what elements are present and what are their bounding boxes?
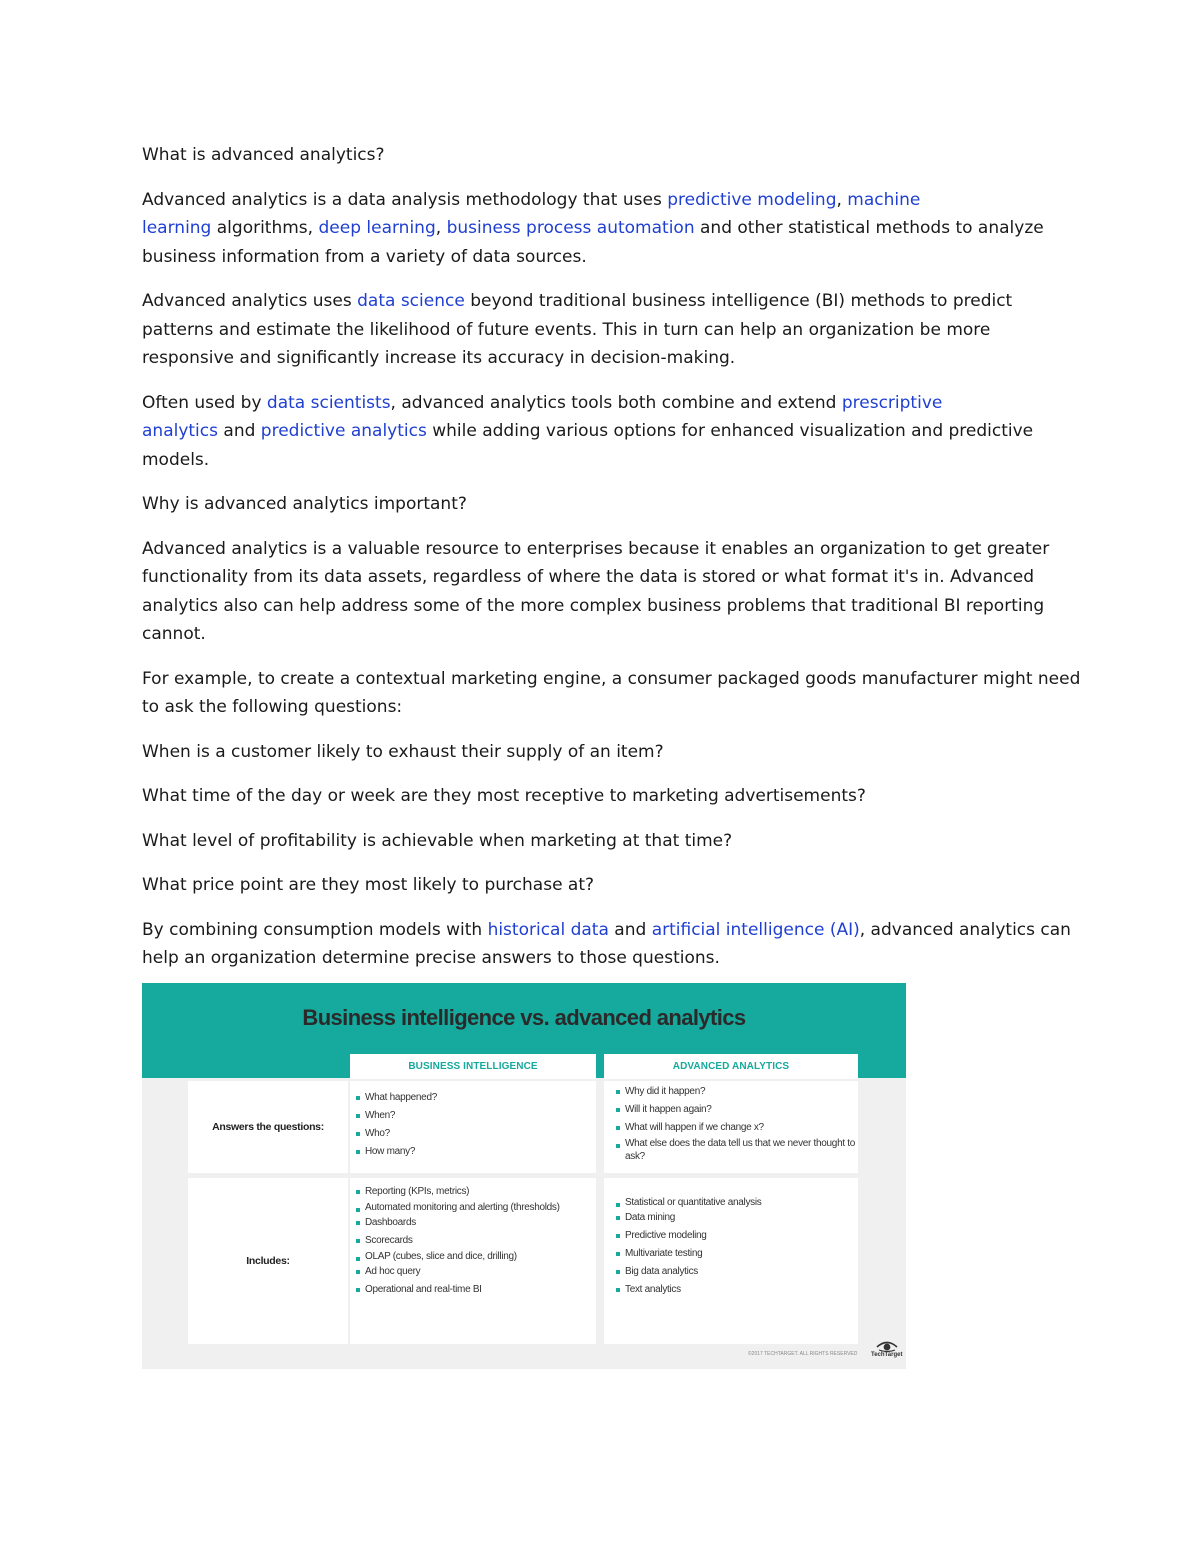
bullet-icon <box>356 1208 360 1212</box>
aa-questions-list <box>616 1083 858 1163</box>
list-item-text: Scorecards <box>365 1235 413 1246</box>
bullet-icon <box>356 1114 360 1118</box>
link-data-science[interactable]: data science <box>357 291 465 311</box>
list-item-text: Will it happen again? <box>625 1104 712 1115</box>
bullet-icon <box>616 1252 620 1256</box>
row-label-includes: Includes: <box>188 1178 348 1344</box>
question-4: What price point are they most likely to purchase at? <box>142 875 595 895</box>
paragraph-valuable-resource: Advanced analytics is a valuable resource to enterprises because it enables an organization to get greater functionality from its data assets, regardless of where the data is stored or what format it's in. Advanced analytics also can help address some of the more complex business problems that traditional BI reporting cannot. <box>142 538 1050 644</box>
document-body <box>142 141 1082 989</box>
list-item-text: When? <box>365 1110 396 1121</box>
cell-bi-questions <box>350 1081 596 1173</box>
list-item-text: What else does the data tell us that we never thought to ask? <box>625 1138 856 1162</box>
bullet-icon <box>356 1270 360 1274</box>
list-item <box>356 1250 596 1263</box>
bullet-icon <box>356 1150 360 1154</box>
text-span: Advanced analytics is a data analysis methodology that uses <box>142 189 668 210</box>
bullet-icon <box>616 1234 620 1238</box>
cell-bi-includes <box>350 1178 596 1344</box>
bi-vs-aa-infographic <box>142 983 906 1369</box>
list-item-text: Who? <box>365 1128 390 1139</box>
text-span: and <box>218 421 261 441</box>
list-item <box>356 1089 596 1107</box>
list-item <box>616 1281 858 1299</box>
list-item-text: Text analytics <box>625 1284 681 1295</box>
list-item-text: What happened? <box>365 1092 437 1103</box>
list-item <box>616 1245 858 1263</box>
text-span: algorithms, <box>211 218 319 238</box>
list-item-text: Ad hoc query <box>365 1266 421 1277</box>
bullet-icon <box>616 1090 620 1094</box>
text-span: beyond traditional business intelligence (BI) methods to predict patterns and estimate the likelihood of future events. This in turn can help an organization be more responsive and significantly increase its accuracy in decision-making. <box>142 291 1013 368</box>
list-item <box>356 1263 596 1281</box>
bullet-icon <box>616 1216 620 1220</box>
question-1: When is a customer likely to exhaust their supply of an item? <box>142 741 664 762</box>
bi-questions-list <box>356 1089 596 1161</box>
infographic-title: Business intelligence vs. advanced analytics <box>302 1005 746 1030</box>
list-item-text: What will happen if we change x? <box>625 1122 764 1133</box>
list-item <box>616 1083 858 1101</box>
list-item-text: Reporting (KPIs, metrics) <box>365 1186 470 1197</box>
text-span: By combining consumption models with <box>142 919 488 940</box>
list-item-text: OLAP (cubes, slice and dice, drilling) <box>365 1251 517 1262</box>
cell-aa-includes <box>604 1178 858 1344</box>
bi-includes-list <box>356 1183 596 1299</box>
text-span: , <box>836 189 848 210</box>
bullet-icon <box>356 1288 360 1292</box>
link-deep-learning[interactable]: deep learning <box>318 218 436 238</box>
question-2: What time of the day or week are they most receptive to marketing advertisements? <box>142 786 866 806</box>
bullet-icon <box>616 1288 620 1292</box>
list-item-text: Why did it happen? <box>625 1086 706 1097</box>
link-business-process-automation[interactable]: business process automation <box>446 218 695 238</box>
list-item-text: Operational and real-time BI <box>365 1284 482 1295</box>
list-item <box>616 1119 858 1137</box>
bullet-icon <box>616 1144 620 1148</box>
list-item <box>356 1232 596 1250</box>
link-prescriptive-analytics-cont[interactable]: analytics <box>142 421 218 441</box>
paragraph-example: For example, to create a contextual marketing engine, a consumer packaged goods manufacturer might need to ask the following questions: <box>142 668 1081 717</box>
question-3: What level of profitability is achievable when marketing at that time? <box>142 830 733 851</box>
text-span: , advanced analytics can help an organization determine precise answers to those questions. <box>142 919 1071 968</box>
text-span: Often used by <box>142 392 267 413</box>
link-historical-data[interactable]: historical data <box>487 919 609 940</box>
list-item <box>356 1125 596 1143</box>
paragraph-conclusion <box>142 916 1082 973</box>
heading-why-important: Why is advanced analytics important? <box>142 494 467 514</box>
bullet-icon <box>616 1108 620 1112</box>
bullet-icon <box>356 1096 360 1100</box>
bullet-icon <box>356 1190 360 1194</box>
text-span: , <box>435 218 447 238</box>
row-label-answers: Answers the questions: <box>188 1081 348 1173</box>
paragraph-definition <box>142 186 1082 272</box>
link-machine-learning[interactable]: machine <box>847 189 921 210</box>
list-item <box>616 1227 858 1245</box>
list-item <box>356 1107 596 1125</box>
cell-aa-questions <box>604 1081 858 1173</box>
techtarget-logo-text: TechTarget <box>871 1352 903 1358</box>
text-span: Advanced analytics uses <box>142 291 358 311</box>
list-item-text: Automated monitoring and alerting (thresholds) <box>365 1202 560 1213</box>
link-predictive-modeling[interactable]: predictive modeling <box>667 189 837 210</box>
list-item-text: Statistical or quantitative analysis <box>625 1197 762 1208</box>
list-item <box>356 1143 596 1161</box>
heading-what-is: What is advanced analytics? <box>142 145 385 165</box>
paragraph-data-science <box>142 287 1082 373</box>
list-item-text: Dashboards <box>365 1217 416 1228</box>
bullet-icon <box>356 1132 360 1136</box>
bullet-icon <box>616 1126 620 1130</box>
list-item <box>356 1281 596 1299</box>
list-item <box>616 1137 858 1163</box>
bullet-icon <box>356 1221 360 1225</box>
list-item <box>616 1209 858 1227</box>
paragraph-data-scientists <box>142 389 1082 475</box>
link-data-scientists[interactable]: data scientists <box>266 392 391 413</box>
list-item <box>616 1196 858 1209</box>
list-item <box>356 1214 596 1232</box>
text-span: and <box>608 919 652 940</box>
bullet-icon <box>356 1257 360 1261</box>
column-header-bi: BUSINESS INTELLIGENCE <box>350 1054 596 1079</box>
list-item-text: Big data analytics <box>625 1266 698 1277</box>
link-artificial-intelligence[interactable]: artificial intelligence (AI) <box>651 919 860 940</box>
list-item-text: Data mining <box>625 1212 676 1223</box>
text-span: and other statistical methods to analyze business information from a variety of data sources. <box>142 218 1044 267</box>
list-item-text: How many? <box>365 1146 416 1157</box>
link-predictive-analytics[interactable]: predictive analytics <box>260 421 427 441</box>
aa-includes-list <box>616 1196 858 1299</box>
list-item <box>356 1183 596 1201</box>
list-item <box>616 1263 858 1281</box>
link-prescriptive-analytics[interactable]: prescriptive <box>841 392 943 413</box>
column-header-aa: ADVANCED ANALYTICS <box>604 1054 858 1079</box>
bullet-icon <box>356 1239 360 1243</box>
text-span: , advanced analytics tools both combine and extend <box>390 392 842 413</box>
list-item <box>356 1201 596 1214</box>
bullet-icon <box>616 1203 620 1207</box>
bullet-icon <box>616 1270 620 1274</box>
list-item-text: Predictive modeling <box>625 1230 707 1241</box>
list-item-text: Multivariate testing <box>625 1248 703 1259</box>
list-item <box>616 1101 858 1119</box>
text-span: while adding various options for enhanced visualization and predictive models. <box>142 421 1034 470</box>
copyright-footer: ©2017 TECHTARGET. ALL RIGHTS RESERVED <box>748 1351 858 1357</box>
link-machine-learning-cont[interactable]: learning <box>142 218 212 238</box>
